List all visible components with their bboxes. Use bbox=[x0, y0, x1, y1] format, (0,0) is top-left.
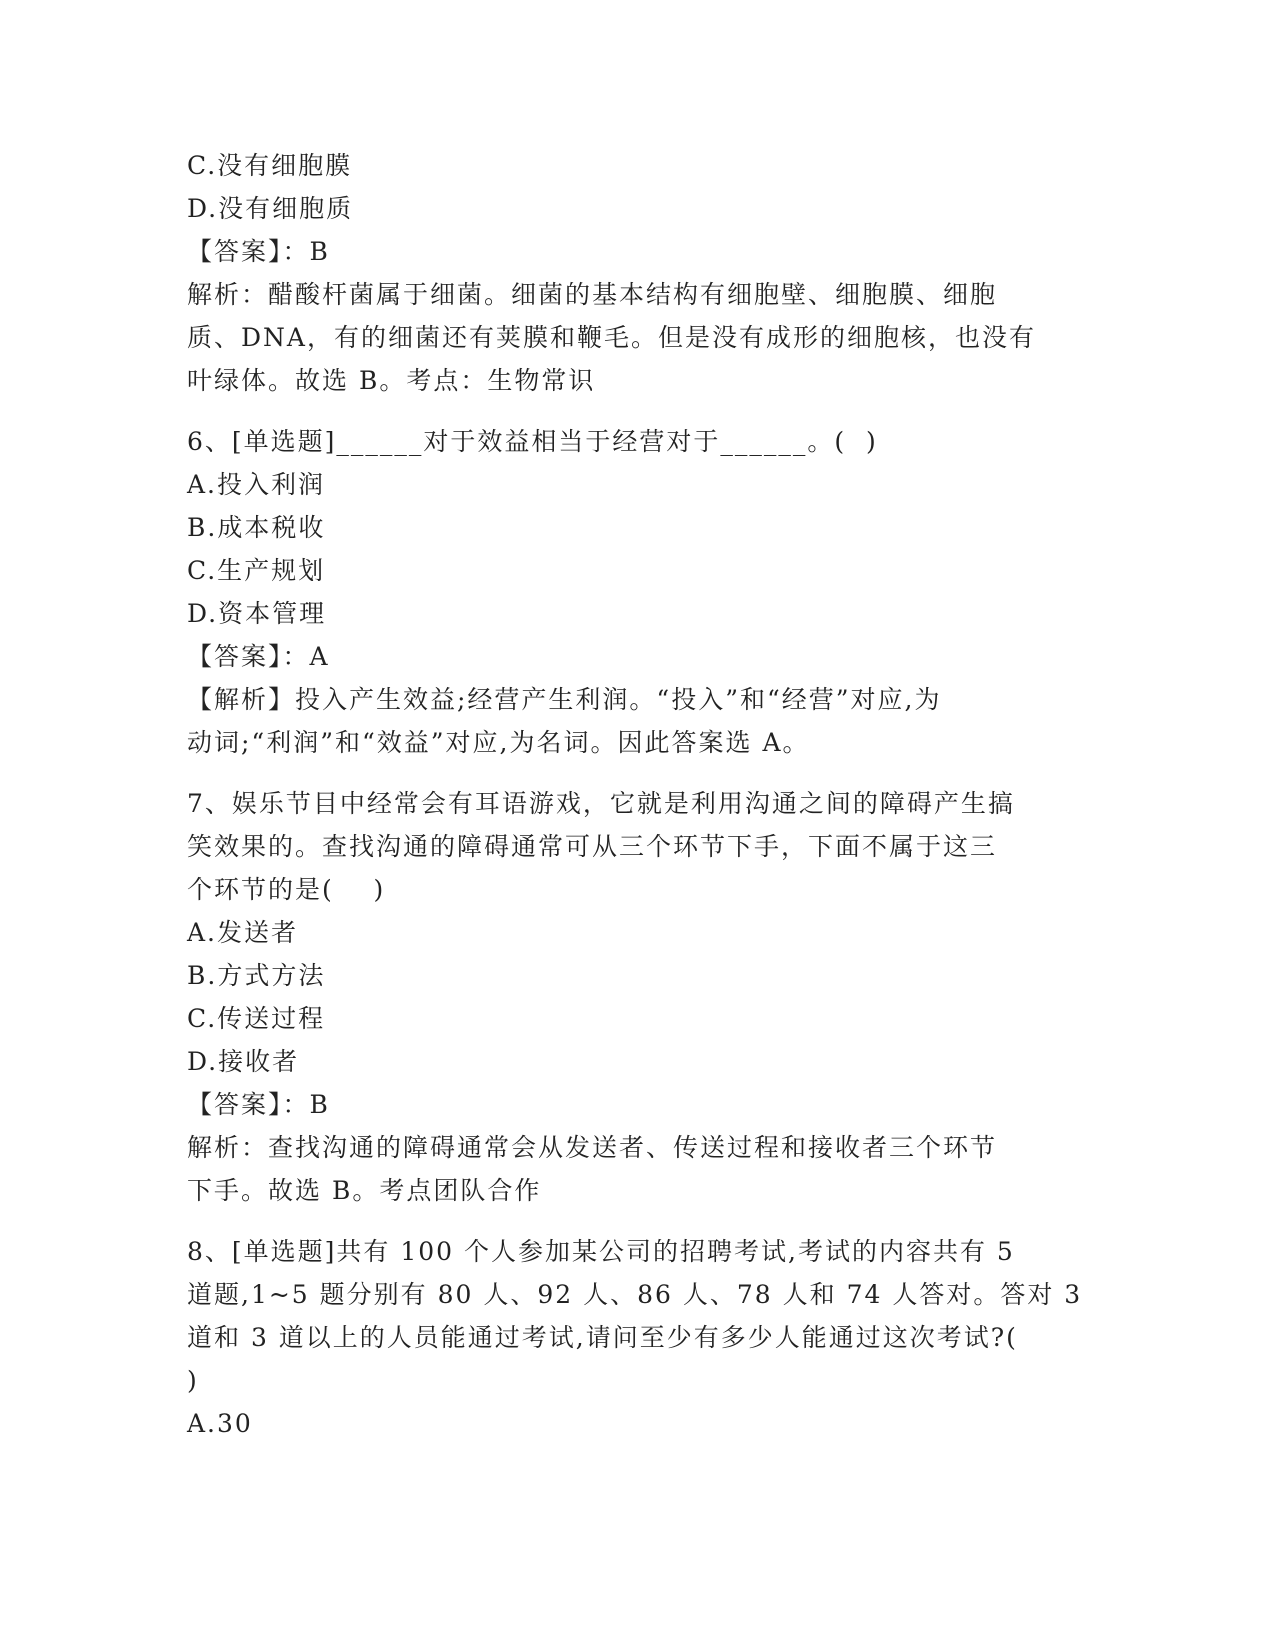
analysis-line: 下手。故选 B。考点团队合作 bbox=[187, 1176, 542, 1205]
question-5-tail bbox=[187, 144, 1087, 402]
answer-line: 【答案】：A bbox=[187, 642, 330, 671]
question-6 bbox=[187, 420, 1087, 764]
option-a: A.投入利润 bbox=[187, 470, 326, 499]
question-stem: 笑效果的。查找沟通的障碍通常可从三个环节下手，下面不属于这三 bbox=[187, 832, 998, 861]
option-c: C.没有细胞膜 bbox=[187, 151, 353, 180]
document-content bbox=[187, 144, 1087, 1445]
option-a: A.发送者 bbox=[187, 918, 299, 947]
spacer bbox=[187, 1212, 1087, 1230]
analysis-line: 质、DNA，有的细菌还有荚膜和鞭毛。但是没有成形的细胞核，也没有 bbox=[187, 323, 1036, 352]
analysis-line: 【解析】投入产生效益;经营产生利润。“投入”和“经营”对应,为 bbox=[187, 685, 942, 714]
question-stem: 个环节的是( ) bbox=[187, 875, 386, 904]
question-stem: 6、[单选题]______对于效益相当于经营对于______。( ) bbox=[187, 427, 878, 456]
question-stem: 道和 3 道以上的人员能通过考试,请问至少有多少人能通过这次考试?( bbox=[187, 1323, 1018, 1352]
option-a: A.30 bbox=[187, 1409, 253, 1438]
question-stem: 道题,1~5 题分别有 80 人、92 人、86 人、78 人和 74 人答对。答对 3 bbox=[187, 1280, 1083, 1309]
option-b: B.成本税收 bbox=[187, 513, 326, 542]
spacer bbox=[187, 764, 1087, 782]
answer-line: 【答案】：B bbox=[187, 1090, 330, 1119]
analysis-line: 叶绿体。故选 B。考点：生物常识 bbox=[187, 366, 596, 395]
option-b: B.方式方法 bbox=[187, 961, 326, 990]
question-stem: 7、娱乐节目中经常会有耳语游戏，它就是利用沟通之间的障碍产生搞 bbox=[187, 789, 1015, 818]
analysis-line: 解析：查找沟通的障碍通常会从发送者、传送过程和接收者三个环节 bbox=[187, 1133, 998, 1162]
option-c: C.传送过程 bbox=[187, 1004, 326, 1033]
question-8 bbox=[187, 1230, 1087, 1445]
analysis-line: 动词;“利润”和“效益”对应,为名词。因此答案选 A。 bbox=[187, 728, 810, 757]
spacer bbox=[187, 402, 1087, 420]
option-c: C.生产规划 bbox=[187, 556, 326, 585]
option-d: D.资本管理 bbox=[187, 599, 327, 628]
option-d: D.没有细胞质 bbox=[187, 194, 354, 223]
option-d: D.接收者 bbox=[187, 1047, 300, 1076]
question-7 bbox=[187, 782, 1087, 1212]
question-stem: 8、[单选题]共有 100 个人参加某公司的招聘考试,考试的内容共有 5 bbox=[187, 1237, 1015, 1266]
question-stem: ) bbox=[187, 1366, 199, 1395]
answer-line: 【答案】：B bbox=[187, 237, 330, 266]
analysis-line: 解析：醋酸杆菌属于细菌。细菌的基本结构有细胞壁、细胞膜、细胞 bbox=[187, 280, 998, 309]
